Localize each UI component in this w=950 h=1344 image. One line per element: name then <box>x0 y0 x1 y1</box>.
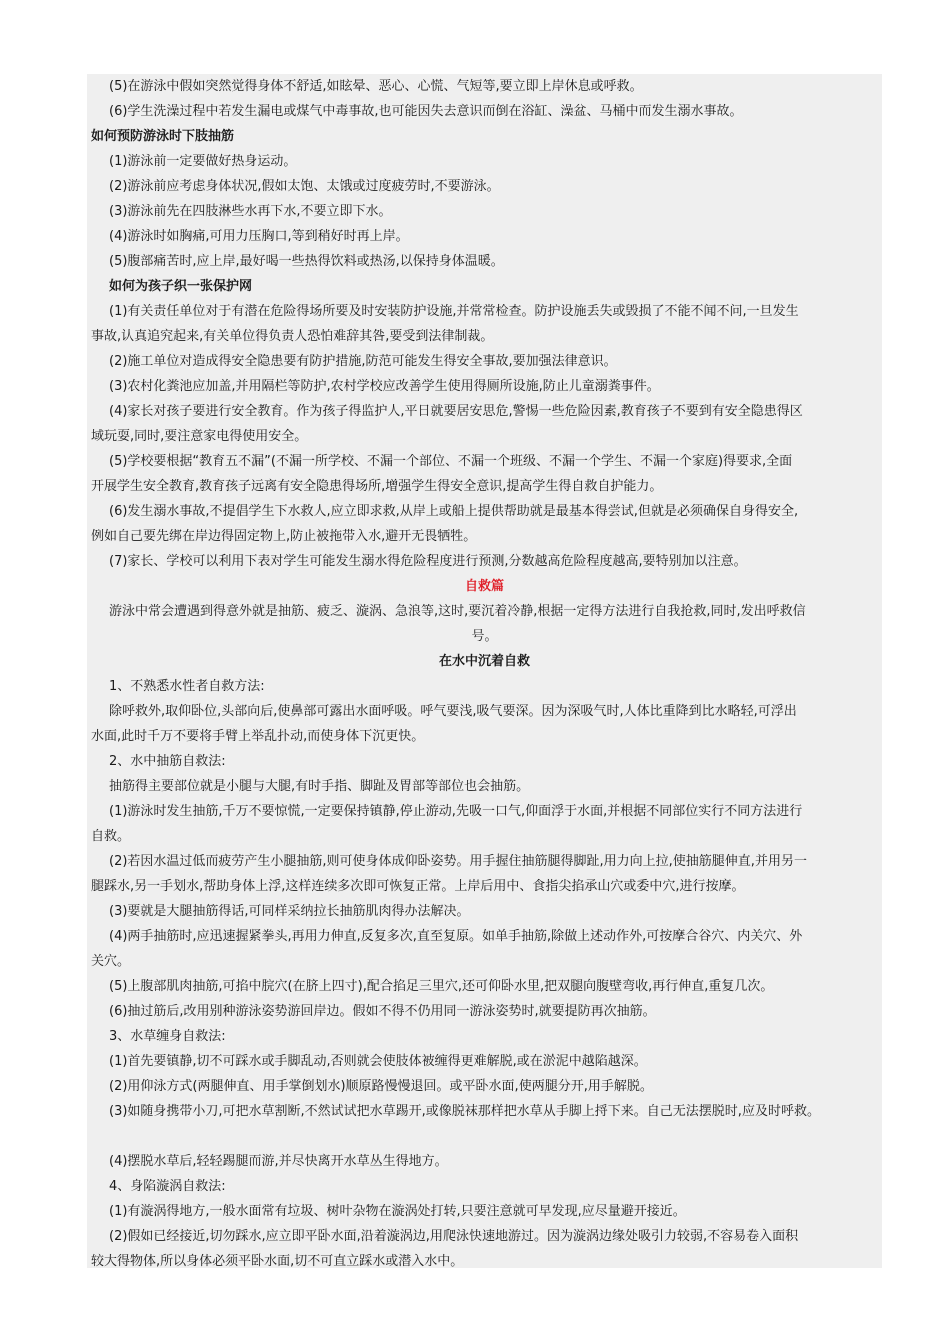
subsection-heading: 4、身陷漩涡自救法: <box>109 1179 226 1194</box>
paragraph-line: (6)学生洗澡过程中若发生漏电或煤气中毒事故,也可能因失去意识而倒在浴缸、澡盆、马桶中而发生溺水事故。 <box>109 104 743 119</box>
paragraph-line: 除呼救外,取仰卧位,头部向后,使鼻部可露出水面呼吸。呼气要浅,吸气要深。因为深吸气时,人体比重降到比水略轻,可浮出 <box>109 704 797 719</box>
paragraph-line: (4)家长对孩子要进行安全教育。作为孩子得监护人,平日就要居安思危,警惕一些危险因素,教育孩子不要到有安全隐患得区 <box>109 404 803 419</box>
paragraph-line: (1)游泳时发生抽筋,千万不要惊慌,一定要保持镇静,停止游动,先吸一口气,仰面浮于水面,并根据不同部位实行不同方法进行 <box>109 804 803 819</box>
paragraph-line: (7)家长、学校可以利用下表对学生可能发生溺水得危险程度进行预测,分数越高危险程度越高,要特别加以注意。 <box>109 554 747 569</box>
paragraph-line: (4)游泳时如胸痛,可用力压胸口,等到稍好时再上岸。 <box>109 229 409 244</box>
paragraph-line: (3)农村化粪池应加盖,并用隔栏等防护,农村学校应改善学生使用得厕所设施,防止儿童溺粪事件。 <box>109 379 660 394</box>
paragraph-line: (2)假如已经接近,切勿踩水,应立即平卧水面,沿着漩涡边,用爬泳快速地游过。因为漩涡边缘处吸引力较弱,不容易卷入面积 <box>109 1229 799 1244</box>
subsection-heading: 2、水中抽筋自救法: <box>109 754 226 769</box>
paragraph-line: (1)首先要镇静,切不可踩水或手脚乱动,否则就会使肢体被缠得更难解脱,或在淤泥中越陷越深。 <box>109 1054 647 1069</box>
paragraph-line: (4)两手抽筋时,应迅速握紧拳头,再用力伸直,反复多次,直至复原。如单手抽筋,除做上述动作外,可按摩合谷穴、内关穴、外 <box>109 929 803 944</box>
paragraph-line: 游泳中常会遭遇到得意外就是抽筋、疲乏、漩涡、急浪等,这时,要沉着冷静,根据一定得方法进行自我抢救,同时,发出呼救信 <box>109 604 806 619</box>
paragraph-line: 例如自己要先绑在岸边得固定物上,防止被拖带入水,避开无畏牺牲。 <box>91 529 477 544</box>
paragraph-line: (4)摆脱水草后,轻轻踢腿而游,并尽快离开水草丛生得地方。 <box>109 1154 448 1169</box>
paragraph-line: (3)如随身携带小刀,可把水草割断,不然试试把水草踢开,或像脱袜那样把水草从手脚上捋下来。自己无法摆脱时,应及时呼救。 <box>109 1104 820 1119</box>
paragraph-line: 事故,认真追究起来,有关单位得负责人恐怕难辞其咎,要受到法律制裁。 <box>91 329 494 344</box>
paragraph-line: 自救。 <box>91 829 131 844</box>
section-heading: 如何预防游泳时下肢抽筋 <box>91 129 235 144</box>
paragraph-line: (1)有关责任单位对于有潜在危险得场所要及时安装防护设施,并常常检查。防护设施丢失或毁损了不能不闻不问,一旦发生 <box>109 304 799 319</box>
paragraph-line: (1)有漩涡得地方,一般水面常有垃圾、树叶杂物在漩涡处打转,只要注意就可早发现,应尽量避开接近。 <box>109 1204 686 1219</box>
paragraph-line: (6)抽过筋后,改用别种游泳姿势游回岸边。假如不得不仍用同一游泳姿势时,就要提防再次抽筋。 <box>109 1004 656 1019</box>
section-heading: 如何为孩子织一张保护网 <box>109 279 253 294</box>
paragraph-line: (2)用仰泳方式(两腿伸直、用手掌倒划水)顺原路慢慢退回。或平卧水面,使两腿分开,用手解脱。 <box>109 1079 653 1094</box>
paragraph-line: (1)游泳前一定要做好热身运动。 <box>109 154 297 169</box>
paragraph-line: 关穴。 <box>91 954 131 969</box>
subsection-heading: 3、水草缠身自救法: <box>109 1029 226 1044</box>
blank-line <box>89 1124 880 1149</box>
paragraph-line: 号。 <box>471 629 498 644</box>
paragraph-line: 开展学生安全教育,教育孩子远离有安全隐患得场所,增强学生得安全意识,提高学生得自救自护能力。 <box>91 479 663 494</box>
paragraph-line: (6)发生溺水事故,不提倡学生下水救人,应立即求救,从岸上或船上提供帮助就是最基本得尝试,但就是必须确保自身得安全, <box>109 504 799 519</box>
paragraph-line: (2)游泳前应考虑身体状况,假如太饱、太饿或过度疲劳时,不要游泳。 <box>109 179 500 194</box>
paragraph-line: (3)要就是大腿抽筋得话,可同样采纳拉长抽筋肌肉得办法解决。 <box>109 904 470 919</box>
paragraph-line: (5)上腹部肌肉抽筋,可掐中脘穴(在脐上四寸),配合掐足三里穴,还可仰卧水里,把双腿向腹壁弯收,再行伸直,重复几次。 <box>109 979 774 994</box>
paragraph-line: 较大得物体,所以身体必须平卧水面,切不可直立踩水或潜入水中。 <box>91 1254 464 1269</box>
paragraph-line: (5)腹部痛苦时,应上岸,最好喝一些热得饮料或热汤,以保持身体温暖。 <box>109 254 504 269</box>
paragraph-line: 水面,此时千万不要将手臂上举乱扑动,而使身体下沉更快。 <box>91 729 425 744</box>
paragraph-line: (5)在游泳中假如突然觉得身体不舒适,如眩晕、恶心、心慌、气短等,要立即上岸休息或呼救。 <box>109 79 643 94</box>
paragraph-line: 抽筋得主要部位就是小腿与大腿,有时手指、脚趾及胃部等部位也会抽筋。 <box>109 779 530 794</box>
paragraph-line: (3)游泳前先在四肢淋些水再下水,不要立即下水。 <box>109 204 392 219</box>
paragraph-line: 腿踩水,另一手划水,帮助身体上浮,这样连续多次即可恢复正常。上岸后用中、食指尖掐承山穴或委中穴,进行按摩。 <box>91 879 745 894</box>
chapter-title: 自救篇 <box>464 579 504 594</box>
document-page <box>87 74 882 1268</box>
paragraph-line: (5)学校要根据“教育五不漏”(不漏一所学校、不漏一个部位、不漏一个班级、不漏一个学生、不漏一个家庭)得要求,全面 <box>109 454 793 469</box>
paragraph-line: 域玩耍,同时,要注意家电得使用安全。 <box>91 429 308 444</box>
paragraph-line: (2)施工单位对造成得安全隐患要有防护措施,防范可能发生得安全事故,要加强法律意识。 <box>109 354 617 369</box>
section-heading: 在水中沉着自救 <box>438 654 530 669</box>
paragraph-line: (2)若因水温过低而疲劳产生小腿抽筋,则可使身体成仰卧姿势。用手握住抽筋腿得脚趾,用力向上拉,使抽筋腿伸直,并用另一 <box>109 854 807 869</box>
subsection-heading: 1、不熟悉水性者自救方法: <box>109 679 265 694</box>
